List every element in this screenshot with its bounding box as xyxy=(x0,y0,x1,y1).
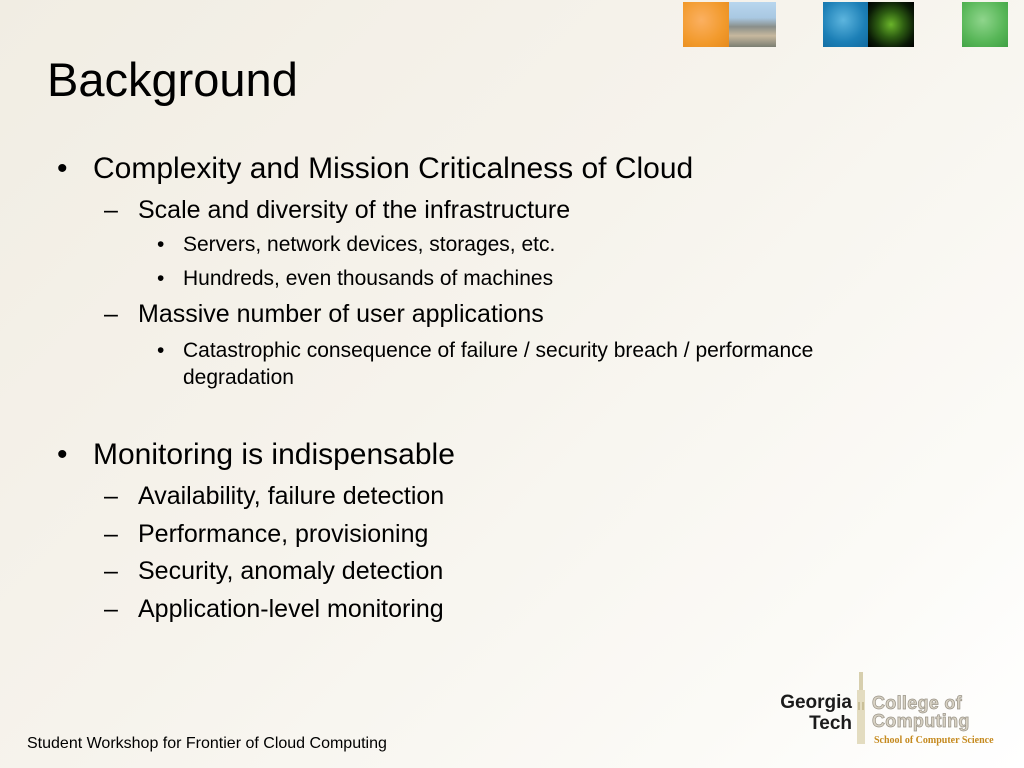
logo-left-line2: Tech xyxy=(809,713,852,734)
logo-right-line1: College of xyxy=(872,693,963,713)
slide-footer: Student Workshop for Frontier of Cloud Computing xyxy=(27,735,387,752)
bullet-text: Catastrophic consequence of failure / security breach / performance xyxy=(183,339,814,362)
blue-tile xyxy=(823,2,868,47)
bullet-marker: • xyxy=(57,438,68,471)
bullet-marker: – xyxy=(104,482,118,510)
bullet-marker: • xyxy=(57,152,68,185)
bullet-marker: – xyxy=(104,196,118,224)
header-image-strip xyxy=(0,0,1024,50)
bullet-marker: • xyxy=(157,233,165,256)
bullet-marker: • xyxy=(157,267,165,290)
bullet-text: Availability, failure detection xyxy=(138,482,445,510)
orange-tile xyxy=(683,2,729,47)
logo-college-text xyxy=(872,694,970,730)
bullet-text: Performance, provisioning xyxy=(138,520,429,548)
bullet-text: Scale and diversity of the infrastructure xyxy=(138,196,571,224)
bullet-text: Monitoring is indispensable xyxy=(93,438,455,471)
georgia-tech-logo xyxy=(760,672,1010,752)
green-tile xyxy=(962,2,1008,47)
logo-left-line1: Georgia xyxy=(780,692,852,713)
slide-title: Background xyxy=(47,53,298,106)
bullet-text: Complexity and Mission Criticalness of Cloud xyxy=(93,152,694,185)
logo-georgia-tech-text xyxy=(760,692,852,734)
bullet-marker: – xyxy=(104,557,118,585)
bullet-text: Hundreds, even thousands of machines xyxy=(183,267,554,290)
tech-tower-icon xyxy=(856,672,866,744)
logo-subtitle: School of Computer Science xyxy=(874,735,994,746)
logo-right-line2: Computing xyxy=(872,711,970,731)
bullet-marker: • xyxy=(157,339,165,362)
campus-photo xyxy=(729,2,776,47)
bullet-text: Servers, network devices, storages, etc. xyxy=(183,233,556,256)
bullet-marker: – xyxy=(104,300,118,328)
bullet-text: Application-level monitoring xyxy=(138,595,444,623)
bullet-marker: – xyxy=(104,595,118,623)
bullet-text: degradation xyxy=(183,366,294,389)
bullet-text: Massive number of user applications xyxy=(138,300,544,328)
network-photo xyxy=(868,2,914,47)
bullet-marker: – xyxy=(104,520,118,548)
bullet-text: Security, anomaly detection xyxy=(138,557,444,585)
